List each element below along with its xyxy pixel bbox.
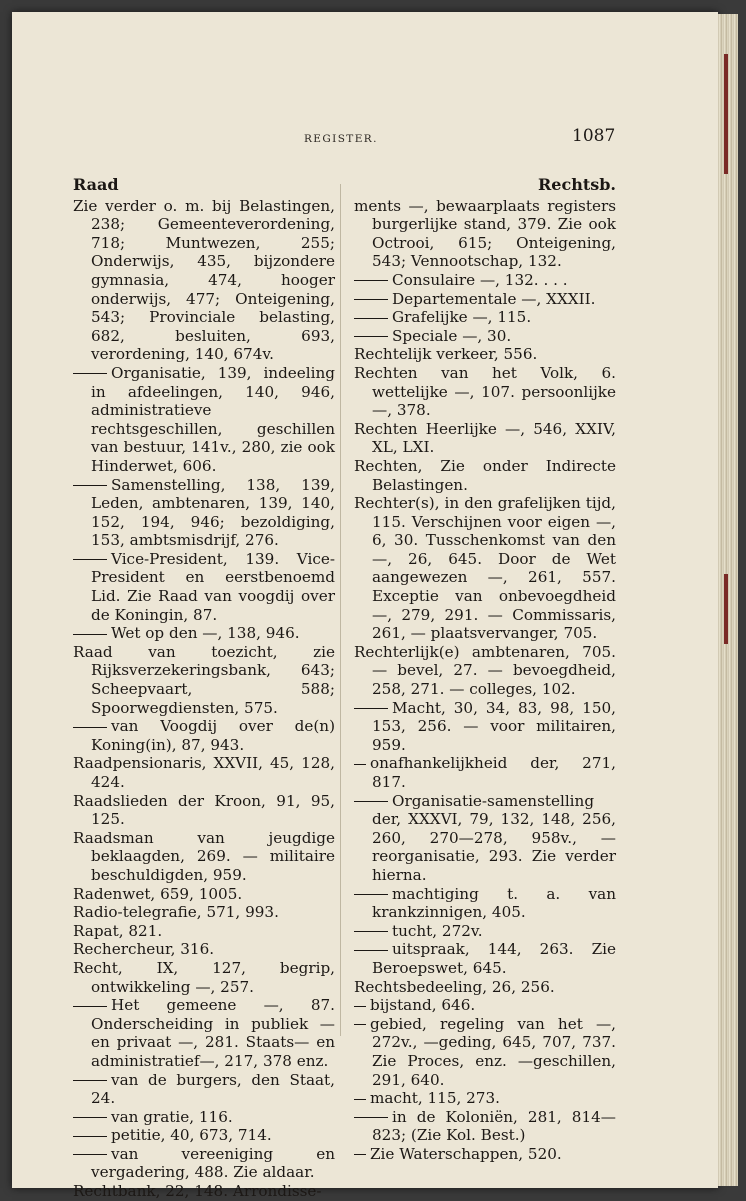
entry-text: ments —, bewaarplaats registers burgerlijke stand, 379. Zie ook Octrooi, 615; Onteigening, 543; Vennootschap, 132. [354,196,616,271]
repeat-dash [354,931,388,932]
index-entry [73,792,335,829]
index-entry [354,308,616,327]
repeat-dash [354,950,388,951]
repeat-dash [73,727,107,728]
entry-text: Macht, 30, 34, 83, 98, 150, 153, 256. — voor militairen, 959. [372,698,616,754]
entry-text: van vereeniging en vergadering, 488. Zie aldaar. [91,1144,335,1182]
entry-text: Consulaire —, 132. . . . [392,270,568,289]
entry-text: van Voogdij over de(n) Koning(in), 87, 943. [91,717,335,754]
right-column-heading: Rechtsb. [537,175,616,194]
repeat-dash [354,336,388,337]
entry-text: machtiging t. a. van krankzinnigen, 405. [372,884,616,922]
column-divider [340,184,341,1036]
entry-text: Organisatie, 139, indeeling in afdeelingen, 140, 946, administratieve rechtsgeschillen, geschillen van bestuur, 141v., 280, zie ook Hinderwet, 606. [91,363,335,475]
repeat-dash [354,708,388,709]
index-entry [73,1145,335,1182]
index-entry [73,624,335,643]
entry-text: Rechten Heerlijke —, 546, XXIV, XL, LXI. [354,419,616,457]
index-entry [354,885,616,922]
index-entry [354,996,616,1015]
entry-text: Departementale —, XXXII. [392,289,596,308]
repeat-dash [354,1154,366,1155]
page-edge [718,14,738,1186]
repeat-dash [73,1154,107,1155]
index-entry [73,1182,335,1201]
repeat-dash [354,299,388,300]
entry-text: Het gemeene —, 87. Onderscheiding in publiek — en privaat —, 281. Staats— en administratief—, 217, 378 enz. [91,996,335,1070]
entry-text: Raad van toezicht, zie Rijksverzekeringsbank, 643; Scheepvaart, 588; Spoorwegdiensten, 575. [73,642,335,717]
index-entry [73,829,335,885]
running-head: REGISTER. [304,133,378,145]
index-entry [73,996,335,1070]
entry-text: Raadslieden der Kroon, 91, 95, 125. [73,791,335,829]
index-entry [73,476,335,550]
repeat-dash [73,485,107,486]
index-entry [73,754,335,791]
index-entry [73,717,335,754]
index-entry [354,1089,616,1108]
index-entry [73,940,335,959]
index-entry [354,1015,616,1089]
entry-text: Speciale —, 30. [392,326,512,345]
repeat-dash [354,1117,388,1118]
entry-text: Rechten van het Volk, 6. wettelijke —, 107. persoonlijke —, 378. [354,363,616,420]
entry-text: van gratie, 116. [111,1107,233,1126]
index-entry [354,420,616,457]
index-entry [73,550,335,624]
repeat-dash [354,801,388,802]
entry-text: Organisatie-samenstelling der, XXXVI, 79, 132, 148, 256, 260, 270—278, 958v., — reorganisatie, 293. Zie verder hierna. [372,791,616,884]
index-entry [354,978,616,997]
repeat-dash [354,764,366,765]
entry-text: tucht, 272v. [392,921,483,940]
entry-text: in de Koloniën, 281, 814—823; (Zie Kol. Best.) [372,1107,616,1145]
index-entry [73,1071,335,1108]
left-column [73,176,335,1201]
entry-text: Wet op den —, 138, 946. [111,624,300,643]
entry-text: Samenstelling, 138, 139, Leden, ambtenaren, 139, 140, 152, 194, 946; bezoldiging, 153, ambtsmisdrijf, 276. [91,475,335,550]
entry-text: bijstand, 646. [370,996,476,1015]
index-entry [354,271,616,290]
index-entry [354,754,616,791]
entry-text: petitie, 40, 673, 714. [111,1126,272,1145]
entry-text: Zie verder o. m. bij Belastingen, 238; Gemeenteverordening, 718; Muntwezen, 255; Onderwijs, 435, bijzondere gymnasia, 474, hooger onderwijs, 477; Onteigening, 543; Provinciale belasting, 682, besluiten, 693, verordening, 140, 674v. [73,196,335,364]
entry-text: Rechter(s), in den grafelijken tijd, 115. Verschijnen voor eigen —, 6, 30. Tusschenkomst van den —, 26, 645. Door de Wet aangewezen —, 261, 557. Exceptie van onbevoegdheid —, 279, 291. — Commissaris, 261, — plaatsvervanger, 705. [354,494,616,643]
index-entry [73,959,335,996]
index-entry [354,699,616,755]
index-entry [73,643,335,717]
repeat-dash [73,1006,107,1007]
book-page [12,12,718,1201]
index-entry [73,197,335,364]
right-column [354,176,616,1163]
entry-text: Zie Waterschappen, 520. [370,1144,562,1163]
entry-text: Rechtelijk verkeer, 556. [354,345,538,364]
entry-text: Rechten, Zie onder Indirecte Belastingen. [354,456,616,494]
index-entry [73,1126,335,1145]
index-entry [354,457,616,494]
repeat-dash [354,280,388,281]
index-entry [73,885,335,904]
repeat-dash [354,1024,366,1025]
entry-text: van de burgers, den Staat, 24. [91,1070,335,1108]
repeat-dash [73,559,107,560]
index-entry [354,345,616,364]
entry-text: uitspraak, 144, 263. Zie Beroepswet, 645. [372,940,616,977]
repeat-dash [73,373,107,374]
entry-text: Radenwet, 659, 1005. [73,884,243,903]
entry-text: macht, 115, 273. [370,1089,500,1108]
entry-text: Rechtsbedeeling, 26, 256. [354,977,555,996]
entry-text: gebied, regeling van het —, 272v., —geding, 645, 707, 737. Zie Proces, enz. —geschillen, 291, 640. [370,1014,616,1089]
index-entry [354,792,616,885]
index-entry [354,643,616,699]
page-number: 1087 [572,126,616,146]
index-entry [354,197,616,271]
entry-text: Grafelijke —, 115. [392,308,532,327]
repeat-dash [73,634,107,635]
repeat-dash [73,1080,107,1081]
index-entry [73,1108,335,1127]
entry-text: onafhankelijkheid der, 271, 817. [370,754,616,791]
entry-text: Rechterlijk(e) ambtenaren, 705. — bevel, 27. — bevoegdheid, 258, 271. — colleges, 102. [354,642,616,699]
index-entry [73,922,335,941]
entry-text: Rechtbank, 22, 148. Arrondisse- [73,1182,322,1201]
entry-text: Vice-President, 139. Vice-President en eerstbenoemd Lid. Zie Raad van voogdij over de Koningin, 87. [91,549,335,624]
index-entry [354,1108,616,1145]
repeat-dash [354,318,388,319]
entry-text: Rapat, 821. [73,921,163,940]
index-entry [73,903,335,922]
index-entry [354,364,616,420]
left-column-heading: Raad [73,175,119,194]
index-entry [354,922,616,941]
index-entry [354,290,616,309]
index-entry [354,494,616,643]
repeat-dash [354,894,388,895]
index-entry [354,1145,616,1164]
repeat-dash [73,1136,107,1137]
index-entry [354,940,616,977]
repeat-dash [354,1099,366,1100]
repeat-dash [354,1006,366,1007]
entry-text: Raadpensionaris, XXVII, 45, 128, 424. [73,754,335,791]
index-entry [354,327,616,346]
entry-text: Raadsman van jeugdige beklaagden, 269. — militaire beschuldigden, 959. [73,828,335,884]
repeat-dash [73,1117,107,1118]
index-entry [73,364,335,476]
entry-text: Recht, IX, 127, begrip, ontwikkeling —, 257. [73,958,335,996]
entry-text: Rechercheur, 316. [73,940,215,959]
entry-text: Radio-telegrafie, 571, 993. [73,903,279,922]
